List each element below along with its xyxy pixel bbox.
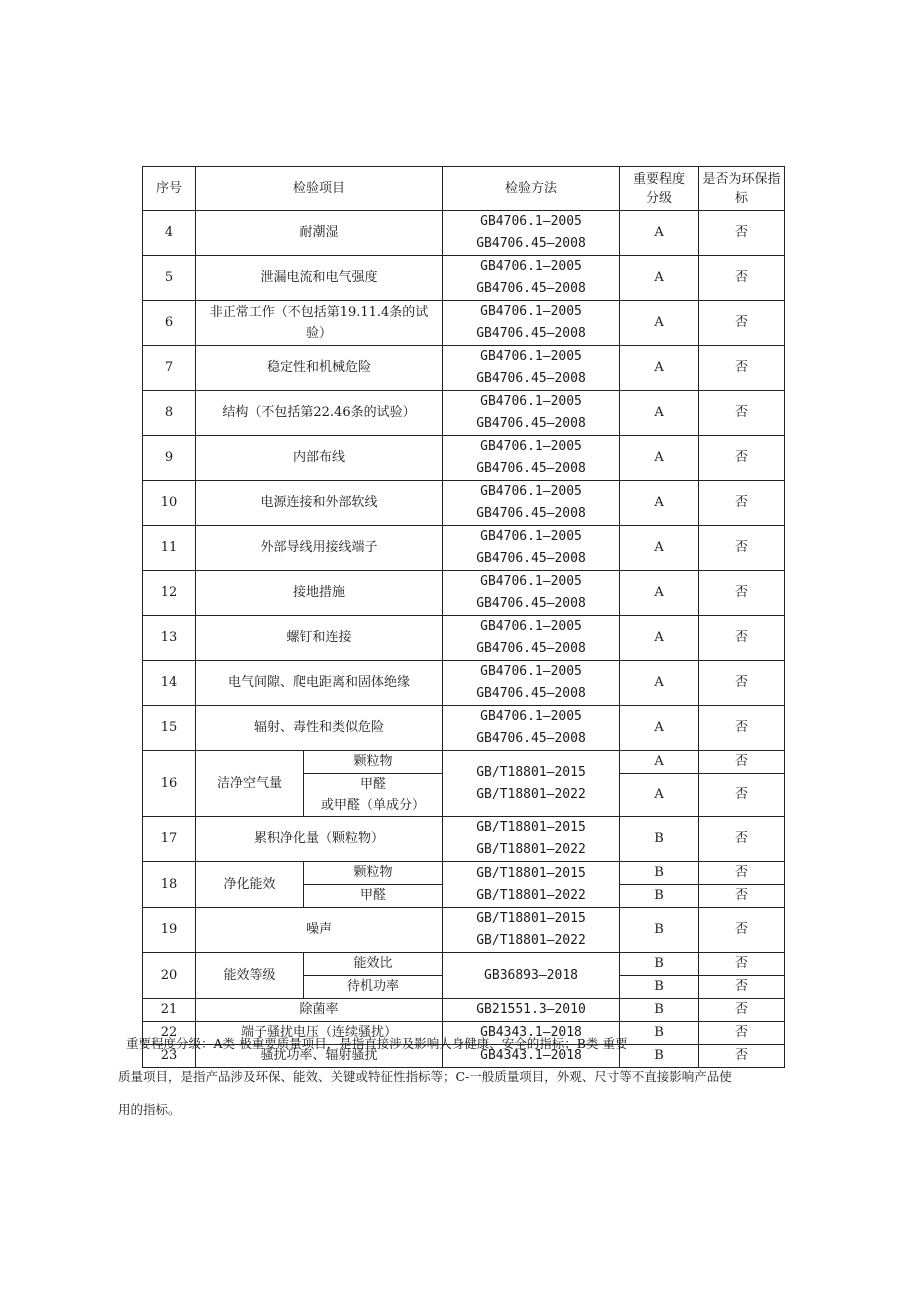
row-method: GB4706.1—2005 GB4706.45—2008 [443,391,620,436]
row-item: 结构（不包括第22.46条的试验） [196,391,443,436]
row-no: 4 [143,211,196,256]
row-method: GB21551.3—2010 [443,999,620,1022]
row-env: 否 [699,661,785,706]
row-no: 11 [143,526,196,571]
header-grade: 重要程度 分级 [620,167,699,211]
row-grade: A [620,751,699,774]
table-row [143,391,785,436]
row-grade: A [620,774,699,817]
row-env: 否 [699,751,785,774]
row-env: 否 [699,706,785,751]
row-env: 否 [699,481,785,526]
row-method: GB4706.1—2005 GB4706.45—2008 [443,301,620,346]
row-env: 否 [699,436,785,481]
row-no: 16 [143,751,196,817]
footnote-line-3: 用的指标。 [118,1102,181,1117]
table-row [143,999,785,1022]
footnote-line-1: 重要程度分级：A类-极重要质量项目，是指直接涉及影响人身健康、安全的指标；B类-重要 [126,1036,628,1051]
row-item: 螺钉和连接 [196,616,443,661]
row-method: GB4343.1—2018 [443,1045,620,1068]
row-method: GB36893—2018 [443,953,620,999]
row-grade: A [620,706,699,751]
row-no: 15 [143,706,196,751]
row-grade: A [620,616,699,661]
footnote-line-2: 质量项目，是指产品涉及环保、能效、关键或特征性指标等；C-一般质量项目，外观、尺寸等不直接影响产品使 [118,1069,732,1084]
row-grade: A [620,481,699,526]
row-method: GB4706.1—2005 GB4706.45—2008 [443,436,620,481]
row-no: 10 [143,481,196,526]
row-subitem: 甲醛 [304,885,443,908]
row-subitem: 能效比 [304,953,443,976]
row-no: 14 [143,661,196,706]
row-item: 稳定性和机械危险 [196,346,443,391]
row-method: GB4706.1—2005 GB4706.45—2008 [443,481,620,526]
row-no: 22 [143,1022,196,1045]
row-item: 辐射、毒性和类似危险 [196,706,443,751]
row-method: GB4706.1—2005 GB4706.45—2008 [443,616,620,661]
row-item: 端子骚扰电压（连续骚扰） [196,1022,443,1045]
row-env: 否 [699,999,785,1022]
row-grade: B [620,862,699,885]
row-method: GB4706.1—2005 GB4706.45—2008 [443,256,620,301]
row-method: GB/T18801—2015 GB/T18801—2022 [443,862,620,908]
row-grade: B [620,976,699,999]
row-env: 否 [699,862,785,885]
header-env: 是否为环保指 标 [699,167,785,211]
row-method: GB4706.1—2005 GB4706.45—2008 [443,526,620,571]
table-row [143,256,785,301]
row-method: GB4706.1—2005 GB4706.45—2008 [443,346,620,391]
row-env: 否 [699,391,785,436]
row-subitem: 待机功率 [304,976,443,999]
table-row [143,211,785,256]
row-env: 否 [699,571,785,616]
row-env: 否 [699,953,785,976]
table-header-row [143,167,785,211]
table-row [143,953,785,976]
inspection-table [142,166,785,1068]
row-no: 12 [143,571,196,616]
row-env: 否 [699,774,785,817]
row-no: 20 [143,953,196,999]
header-no: 序号 [143,167,196,211]
row-grade: A [620,211,699,256]
row-env: 否 [699,346,785,391]
table-row [143,817,785,862]
table-row [143,571,785,616]
row-method: GB4706.1—2005 GB4706.45—2008 [443,571,620,616]
row-item: 电源连接和外部软线 [196,481,443,526]
row-grade: A [620,256,699,301]
row-grade: A [620,526,699,571]
row-env: 否 [699,301,785,346]
table-row [143,661,785,706]
table-row [143,616,785,661]
row-env: 否 [699,817,785,862]
row-item: 净化能效 [196,862,304,908]
row-item: 除菌率 [196,999,443,1022]
table-row [143,751,785,774]
row-item: 耐潮湿 [196,211,443,256]
row-grade: B [620,1045,699,1068]
row-item: 能效等级 [196,953,304,999]
row-grade: B [620,817,699,862]
row-grade: A [620,661,699,706]
row-grade: B [620,1022,699,1045]
table-row [143,436,785,481]
row-subitem: 颗粒物 [304,862,443,885]
row-no: 5 [143,256,196,301]
row-env: 否 [699,1022,785,1045]
row-method: GB/T18801—2015 GB/T18801—2022 [443,817,620,862]
row-grade: B [620,885,699,908]
row-method: GB4706.1—2005 GB4706.45—2008 [443,211,620,256]
table-row [143,908,785,953]
row-grade: A [620,301,699,346]
row-grade: A [620,391,699,436]
row-no: 17 [143,817,196,862]
row-item: 累积净化量（颗粒物） [196,817,443,862]
row-env: 否 [699,211,785,256]
row-method: GB/T18801—2015 GB/T18801—2022 [443,908,620,953]
row-subitem: 甲醛 或甲醛（单成分） [304,774,443,817]
row-item: 噪声 [196,908,443,953]
header-method: 检验方法 [443,167,620,211]
row-grade: A [620,346,699,391]
row-no: 13 [143,616,196,661]
row-env: 否 [699,256,785,301]
row-env: 否 [699,885,785,908]
row-no: 21 [143,999,196,1022]
row-subitem: 颗粒物 [304,751,443,774]
row-grade: A [620,436,699,481]
row-grade: B [620,953,699,976]
table-row [143,301,785,346]
row-grade: B [620,908,699,953]
row-item: 接地措施 [196,571,443,616]
row-item: 洁净空气量 [196,751,304,817]
row-env: 否 [699,526,785,571]
table-row [143,862,785,885]
row-no: 19 [143,908,196,953]
table-row [143,346,785,391]
row-item: 非正常工作（不包括第19.11.4条的试 验） [196,301,443,346]
row-no: 8 [143,391,196,436]
row-no: 6 [143,301,196,346]
row-method: GB4343.1—2018 [443,1022,620,1045]
row-item: 骚扰功率、辐射骚扰 [196,1045,443,1068]
row-item: 外部导线用接线端子 [196,526,443,571]
row-method: GB/T18801—2015 GB/T18801—2022 [443,751,620,817]
row-env: 否 [699,616,785,661]
row-item: 电气间隙、爬电距离和固体绝缘 [196,661,443,706]
row-env: 否 [699,1045,785,1068]
table-row [143,526,785,571]
table-row [143,481,785,526]
row-item: 内部布线 [196,436,443,481]
header-item: 检验项目 [196,167,443,211]
row-no: 18 [143,862,196,908]
row-item: 泄漏电流和电气强度 [196,256,443,301]
row-env: 否 [699,908,785,953]
row-grade: A [620,571,699,616]
row-method: GB4706.1—2005 GB4706.45—2008 [443,706,620,751]
table-row [143,706,785,751]
row-no: 9 [143,436,196,481]
row-method: GB4706.1—2005 GB4706.45—2008 [443,661,620,706]
row-no: 7 [143,346,196,391]
row-grade: B [620,999,699,1022]
row-env: 否 [699,976,785,999]
row-no: 23 [143,1045,196,1068]
